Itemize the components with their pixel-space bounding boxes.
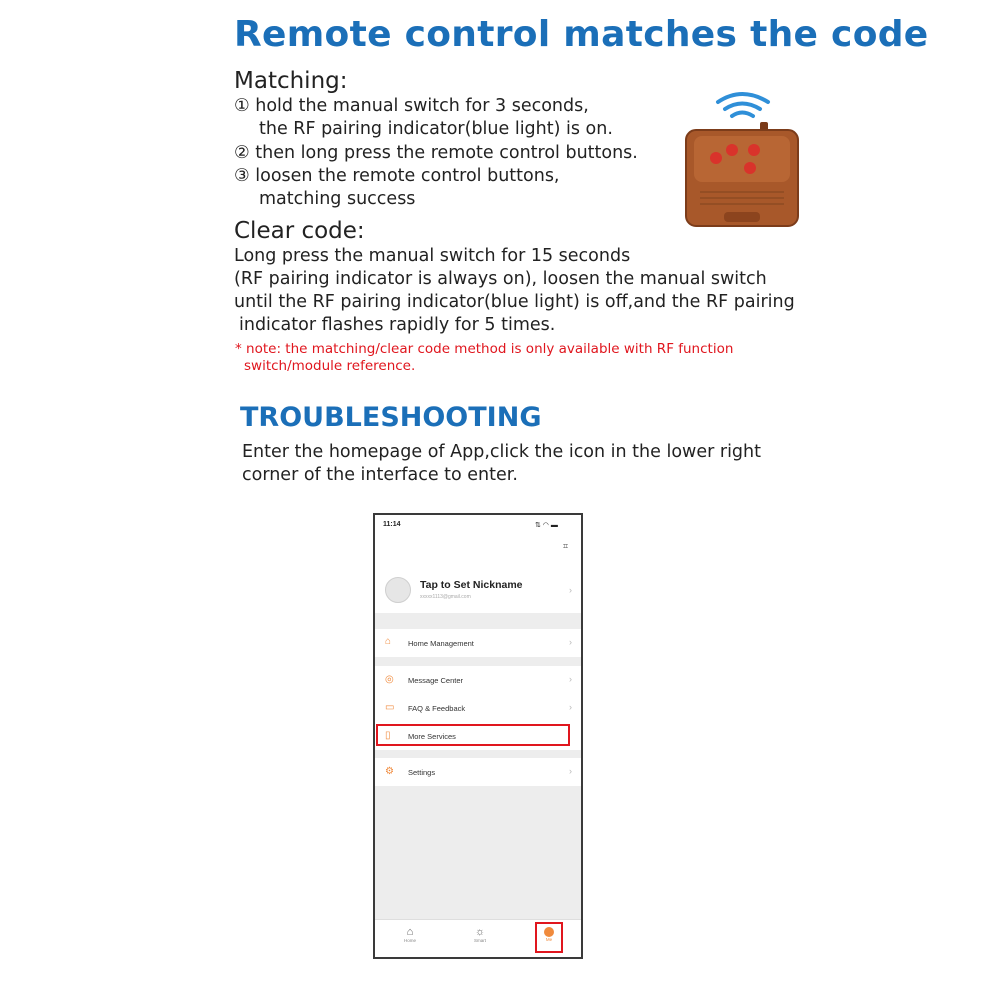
home-tab-icon: ⌂	[406, 926, 414, 938]
menu-label: Settings	[408, 768, 436, 777]
settings-icon: ⚙	[385, 766, 394, 777]
clear-code-heading: Clear code:	[234, 218, 365, 244]
faq-icon: ▭	[385, 702, 395, 713]
more-services-highlight	[376, 724, 570, 746]
chevron-right-icon: ›	[569, 702, 572, 712]
menu-label: Message Center	[408, 676, 464, 685]
menu-label: FAQ & Feedback	[408, 704, 466, 713]
home-icon: ⌂	[385, 636, 392, 647]
chevron-right-icon: ›	[569, 766, 572, 776]
status-time: 11:14	[383, 521, 401, 528]
chevron-right-icon: ›	[569, 637, 572, 647]
matching-step-2: ② then long press the remote control buttons.	[234, 143, 638, 163]
clear-code-line-1: Long press the manual switch for 15 seconds	[234, 246, 631, 266]
matching-heading: Matching:	[234, 68, 348, 94]
scan-icon[interactable]: ⌗	[563, 541, 569, 551]
chevron-right-icon: ›	[569, 585, 572, 595]
avatar[interactable]	[385, 577, 411, 603]
tab-home[interactable]	[397, 926, 423, 943]
wifi-signal-icon	[718, 94, 768, 116]
clear-code-line-2: (RF pairing indicator is always on), loosen the manual switch	[234, 269, 767, 289]
me-tab-highlight	[535, 922, 563, 953]
menu-item-home-management[interactable]	[375, 629, 581, 657]
clear-code-line-3: until the RF pairing indicator(blue light) is off,and the RF pairing	[234, 292, 795, 312]
tab-label: Me	[545, 937, 553, 942]
note-line-1: * note: the matching/clear code method is only available with RF function	[235, 341, 734, 357]
remote-control-image	[680, 88, 810, 238]
tab-label: Smart	[473, 938, 486, 943]
tab-label: Home	[403, 938, 416, 943]
troubleshooting-line-1: Enter the homepage of App,click the icon in the lower right	[242, 442, 761, 462]
troubleshooting-line-2: corner of the interface to enter.	[242, 465, 518, 485]
rf-remote-control-icon	[680, 88, 810, 238]
menu-item-message-center[interactable]	[375, 666, 581, 694]
smart-tab-icon: ☼	[474, 926, 486, 938]
services-icon: ▯	[385, 730, 391, 741]
matching-step-3-cont: matching success	[259, 189, 416, 209]
note-line-2: switch/module reference.	[244, 358, 416, 374]
matching-step-1: ① hold the manual switch for 3 seconds,	[234, 96, 589, 116]
message-icon: ◎	[385, 674, 394, 685]
matching-step-3: ③ loosen the remote control buttons,	[234, 166, 560, 186]
menu-label: More Services	[408, 732, 456, 741]
menu-item-settings[interactable]	[375, 758, 581, 786]
chevron-right-icon: ›	[569, 674, 572, 684]
clear-code-line-4: indicator flashes rapidly for 5 times.	[239, 315, 556, 335]
page-title: Remote control matches the code	[234, 14, 929, 55]
troubleshooting-heading: TROUBLESHOOTING	[240, 402, 542, 433]
matching-step-1-cont: the RF pairing indicator(blue light) is on.	[259, 119, 613, 139]
menu-label: Home Management	[408, 639, 474, 648]
profile-email: xxxxx1113@gmail.com	[420, 594, 471, 600]
menu-item-faq[interactable]	[375, 694, 581, 722]
status-icons: ⇅ ◠ ▬	[535, 522, 558, 529]
app-screenshot	[373, 513, 583, 959]
tab-smart[interactable]	[467, 926, 493, 943]
profile-name[interactable]: Tap to Set Nickname	[420, 579, 523, 591]
